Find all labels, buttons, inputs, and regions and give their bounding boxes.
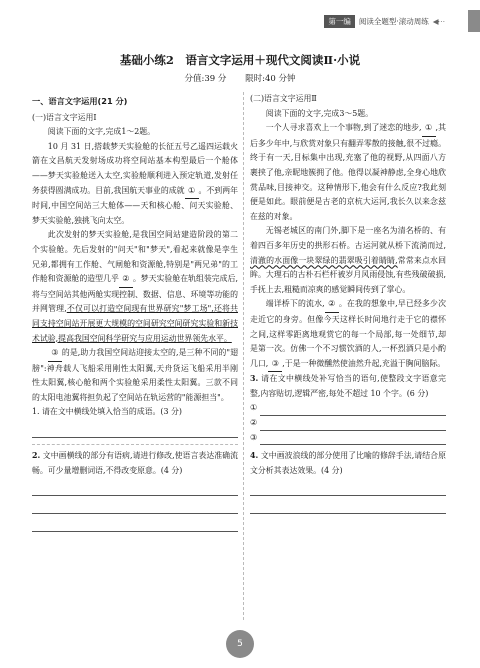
score-value: 分值:39 分 <box>184 74 227 84</box>
time-limit: 限时:40 分钟 <box>245 74 296 84</box>
question-separator <box>32 444 238 445</box>
answer-line[interactable] <box>250 481 446 496</box>
column-divider <box>243 92 244 620</box>
blank-3[interactable]: ③ <box>48 346 62 362</box>
page-title: 基础小练2 语言文字运用＋现代文阅读Ⅱ·小说 <box>119 53 361 67</box>
reading-instruction: 阅读下面的文字,完成1～2题。 <box>47 127 156 137</box>
blank-2[interactable]: ② <box>119 272 133 288</box>
left-column <box>32 92 238 532</box>
answer-line[interactable] <box>32 517 238 532</box>
right-column <box>250 92 446 514</box>
passage-paragraph: 无锡老城区的南门外,脚下是一座名为清名桥的、有着四百多年历史的拱形石桥。古运河就从桥下流淌而过,清澈的水面像一块翠绿的翡翠吸引着睛睛,常常来点水回眸。大理石的古朴石栏杆被岁月风雨侵蚀,有些残破破损,手抚上去,粗糙而凉爽的感觉瞬间传到了掌心。 <box>250 226 446 294</box>
score-time-line <box>0 72 480 84</box>
answer-line-3[interactable]: ③ <box>250 431 446 446</box>
passage-paragraph: 端详桥下的流水, ② 。在我的想象中,早已经多少次走近它的身旁。但像今天这样长时间地行走于它的襟怀之间,这样零距离地观赏它的每一个局部,每一处细节,却是第一次。仿佛一个不习惯饮酒的人,一杯烈酒只是小酌几口, ③ ,于是一种微醺然使油然升起,充溢于胸间脑际。 <box>250 297 446 372</box>
reading-instruction: 阅读下面的文字,完成3～5题。 <box>265 108 374 118</box>
answer-line-1[interactable]: ① <box>250 401 446 416</box>
question-4: 4. 文中画波浪线的部分使用了比喻的修辞手法,请结合原文分析其表达效果。(4 分) <box>250 451 446 475</box>
blank-1[interactable]: ① <box>185 184 199 200</box>
answer-line[interactable] <box>32 423 238 438</box>
header-part: 第一编 <box>324 15 355 28</box>
subsection-heading: (一)语言文字运用Ⅰ <box>32 112 97 122</box>
answer-line[interactable] <box>250 499 446 514</box>
header-decoration: ◀⋯ <box>432 16 444 26</box>
passage-paragraph: 一个人寻求喜欢上一个事物,到了迷恋的地步, ① ,其后多少年中,与欣赏对象只有翻弄零散的接触,很不过瘾。终于有一天,目标集中出现,充塞了他的视野,从四面八方裹挟了他,亲昵地簇拥了他。他得以凝神静虑,全身心地欣赏品味,目接神交。这种情形下,他会有什么反应?我此刻便是如此。眼前便是古老的京杭大运河,我长久以来念兹在兹的对象。 <box>250 123 446 221</box>
question-3: 3. 请在文中横线处补写恰当的语句,使整段文字语意完整,内容贴切,逻辑严密,每处不超过 10 个字。(6 分) <box>250 374 446 398</box>
blank-2[interactable]: ② <box>325 297 339 313</box>
blank-1[interactable]: ① <box>422 121 436 137</box>
answer-line-2[interactable]: ② <box>250 416 446 431</box>
page-number: 5 <box>226 630 254 658</box>
question-2: 2. 文中画横线的部分有语病,请进行修改,使语言表达准确流畅。可少量增删词语,不得改变原意。(4 分) <box>32 451 238 475</box>
underlined-sentence: 不仅可以打造空间现有世界研究"梦工场",还将共同支持空间站开展更大规模的空间研究空间研究实验和新技术试验,提高我国空间科学研究与应用运动世界领先水平。 <box>32 304 238 343</box>
answer-line[interactable] <box>32 499 238 514</box>
wavy-underlined-sentence: 清澈的水面像一块翠绿的翡翠吸引着睛睛, <box>250 255 398 265</box>
passage-paragraph: 此次发射的梦天实验舱,是我国空间站建造阶段的第二个实验舱。先后发射的"问天"和"梦天",看起来就像是孪生兄弟,都拥有工作舱、气闸舱和资源舱,特别是"两兄弟"的工作舱和资源舱的造型几乎 ② 。梦天实验舱在轨组装完成后,将与空间站其他两舱实现控制、数据、信息、环境等功能的并网管理,不仅可以打造空间现有世界研究"梦工场",还将共同支持空间站开展更大规模的空间研究空间研究实验和新技术试验,提高我国空间科学研究与应用运动世界领先水平。 <box>32 230 238 343</box>
running-header <box>324 14 444 28</box>
answer-line[interactable] <box>32 481 238 496</box>
passage-paragraph: 10 月 31 日,搭载梦天实验舱的长征五号乙遥四运载火箭在文昌航天发射场成功将空间站基本构型最后一个舱体——梦天实验舱送入太空,实验舱顺利进入预定轨道,发射任务获得圆满成功。目前,我国航天事业的成就 ① 。不到两年时间,中国空间站三大舱体——天和核心舱、问天实验舱、梦天实验舱,独挑飞向太空。 <box>32 141 238 225</box>
section-heading: 一、语言文字运用(21 分) <box>32 96 128 106</box>
question-1: 1. 请在文中横线处填入恰当的成语。(3 分) <box>32 407 182 417</box>
header-section: 阅读全题型·滚动周练 <box>358 16 429 26</box>
subsection-heading: (二)语言文字运用Ⅱ <box>250 94 317 103</box>
passage-paragraph: ③ 的是,助力我国空间站迎接太空的,是三种不同的"翅膀":神舟载人飞船采用刚性太阳翼,天舟货运飞船采用半刚性太阳翼,核心舱和两个实验舱采用柔性太阳翼。三款不同的太阳电池翼将担负起了空间站在轨运营的"能源担当"。 <box>32 348 238 402</box>
page-edge-tab <box>468 10 480 32</box>
blank-3[interactable]: ③ <box>268 357 282 373</box>
